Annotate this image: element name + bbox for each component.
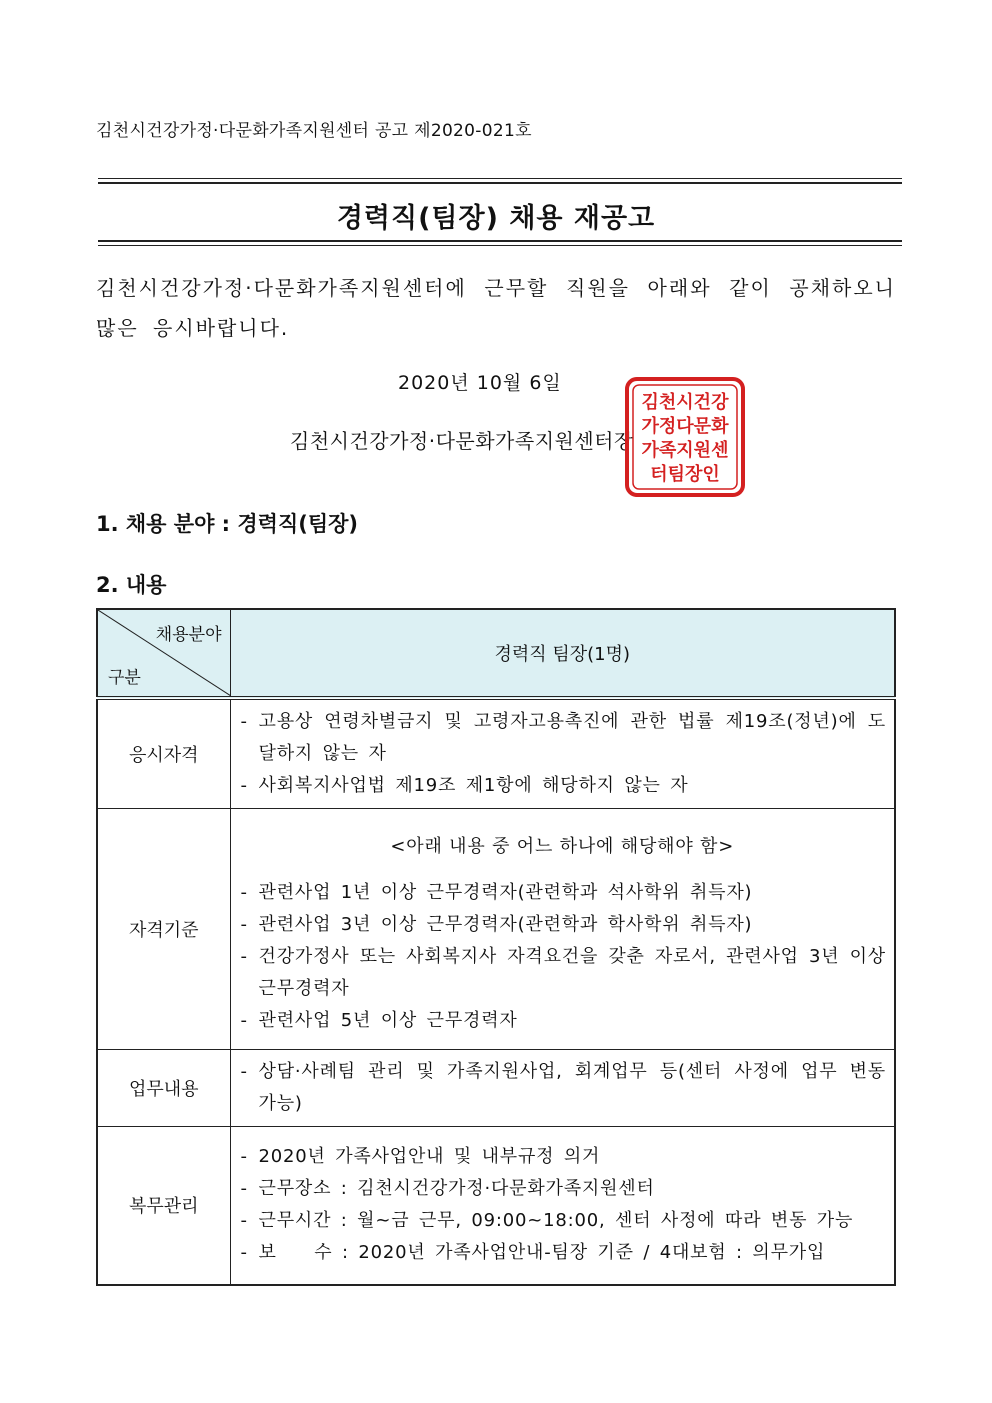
row-content — [230, 809, 895, 1050]
signer-name: 김천시건강가정·다문화가족지원센터장 — [290, 429, 634, 453]
list-item: - 보 수 : 2020년 가족사업안내-팀장 기준 / 4대보험 : 의무가입 — [239, 1237, 887, 1269]
row-content — [230, 698, 895, 809]
seal-line-4: 터팀장인 — [650, 464, 720, 485]
column-title: 경력직 팀장(1명) — [230, 609, 895, 698]
list-item: - 상담·사례팀 관리 및 가족지원사업, 회계업무 등(센터 사정에 업무 변동 가능) — [239, 1056, 887, 1120]
list-item: - 관련사업 1년 이상 근무경력자(관련학과 석사학위 취득자) — [239, 877, 887, 909]
corner-label-field: 채용분야 — [155, 625, 222, 645]
list-item: - 관련사업 3년 이상 근무경력자(관련학과 학사학위 취득자) — [239, 909, 887, 941]
corner-cell — [97, 609, 230, 698]
row-label: 응시자격 — [97, 698, 230, 809]
list-item: - 2020년 가족사업안내 및 내부규정 의거 — [239, 1141, 887, 1173]
row-label: 자격기준 — [97, 809, 230, 1050]
row-content — [230, 1127, 895, 1285]
list-item: - 건강가정사 또는 사회복지사 자격요건을 갖춘 자로서, 관련사업 3년 이상 근무경력자 — [239, 941, 887, 1005]
seal-line-3: 가족지원센 — [641, 440, 729, 461]
list-item: - 관련사업 5년 이상 근무경력자 — [239, 1005, 887, 1037]
table-row — [97, 1050, 895, 1127]
list-item: - 고용상 연령차별금지 및 고령자고용촉진에 관한 법률 제19조(정년)에 도달하지 않는 자 — [239, 706, 887, 770]
title-rule-bottom — [98, 240, 902, 246]
official-seal — [624, 376, 746, 498]
table-row — [97, 809, 895, 1050]
seal-line-1: 김천시건강 — [641, 392, 729, 413]
table-row — [97, 698, 895, 809]
corner-label-category: 구분 — [108, 668, 141, 688]
list-item: - 근무시간 : 월~금 근무, 09:00~18:00, 센터 사정에 따라 변동 가능 — [239, 1205, 887, 1237]
table-row — [97, 1127, 895, 1285]
row-content — [230, 1050, 895, 1127]
seal-line-2: 가정다문화 — [641, 416, 729, 437]
row-label: 업무내용 — [97, 1050, 230, 1127]
title-rule-top — [98, 178, 902, 184]
notice-date: 2020년 10월 6일 — [398, 372, 562, 394]
page-title: 경력직(팀장) 채용 재공고 — [336, 203, 656, 234]
list-item: - 근무장소 : 김천시건강가정·다문화가족지원센터 — [239, 1173, 887, 1205]
list-item: - 사회복지사업법 제19조 제1항에 해당하지 않는 자 — [239, 770, 887, 802]
section-2-heading: 2. 내용 — [96, 573, 167, 597]
section-1-heading: 1. 채용 분야 : 경력직(팀장) — [96, 512, 359, 536]
row-label: 복무관리 — [97, 1127, 230, 1285]
table-header-row — [97, 609, 895, 698]
intro-paragraph: 김천시건강가정·다문화가족지원센터에 근무할 직원을 아래와 같이 공채하오니 많은 응시바랍니다. — [96, 276, 896, 340]
recruitment-table — [96, 608, 896, 1286]
criteria-subheading: <아래 내용 중 어느 하나에 해당해야 함> — [390, 836, 735, 857]
notice-number: 김천시건강가정·다문화가족지원센터 공고 제2020-021호 — [96, 121, 532, 141]
